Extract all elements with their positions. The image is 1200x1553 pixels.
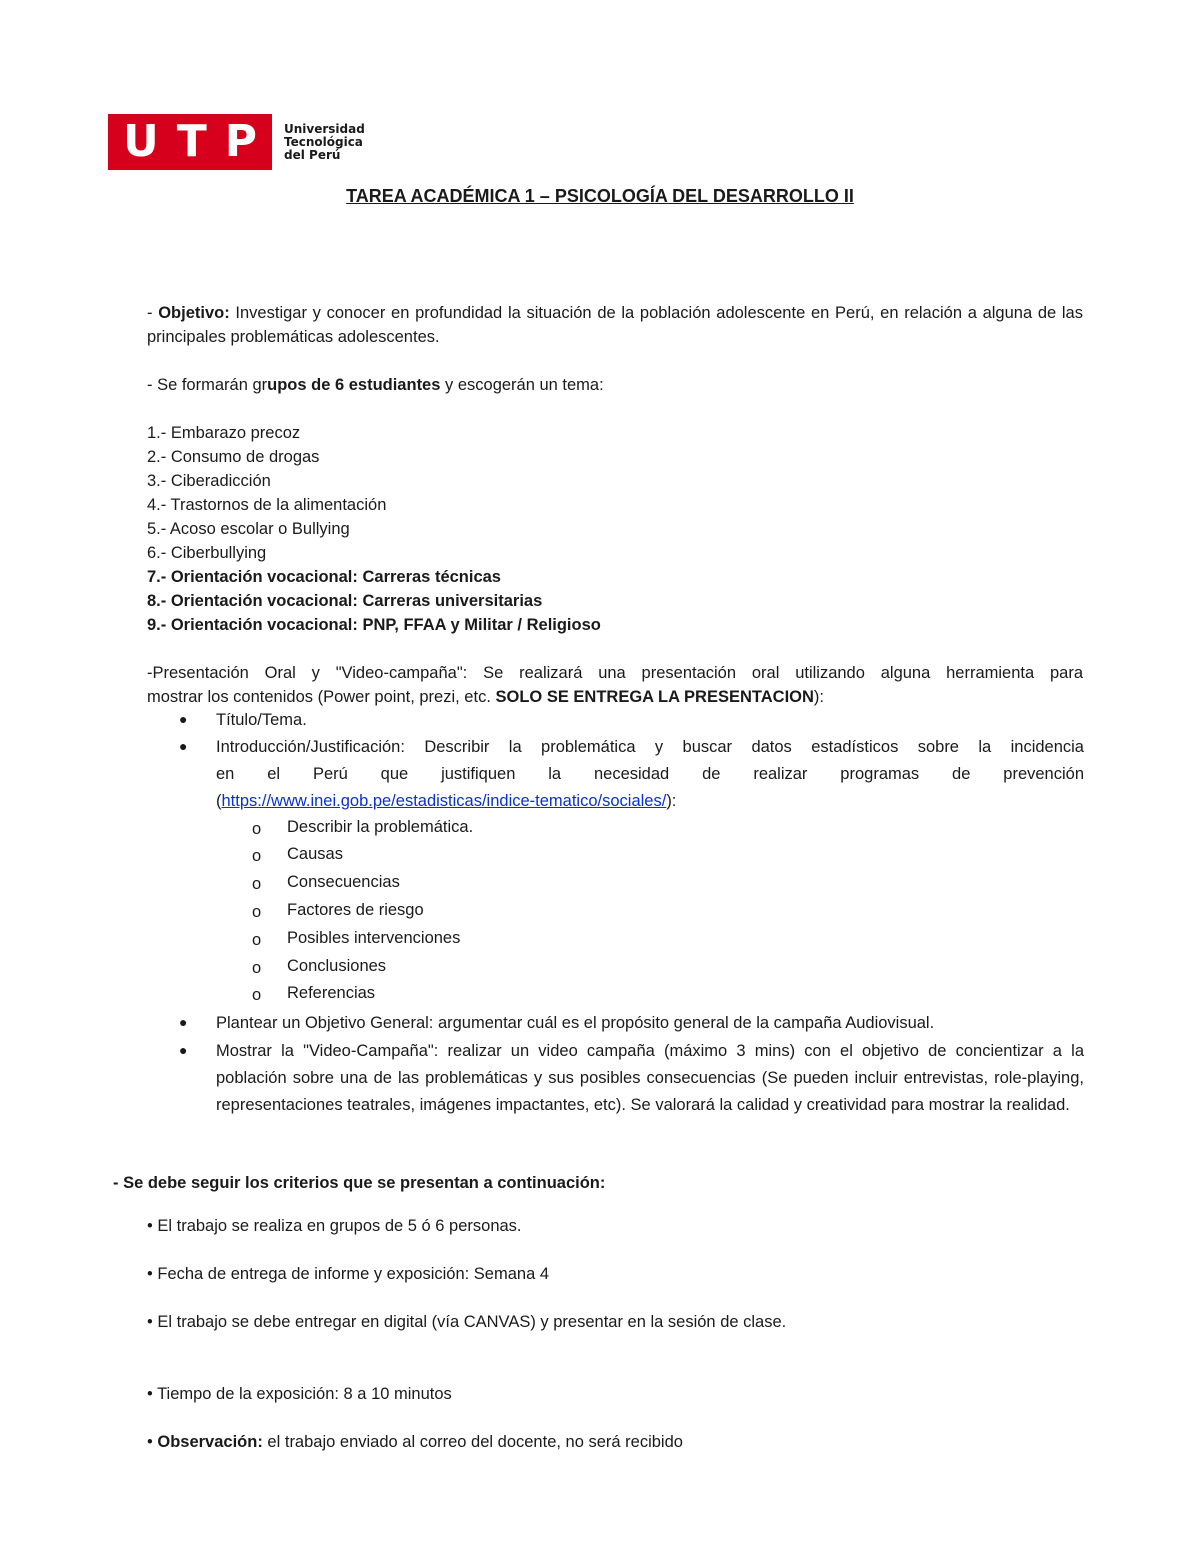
page-title: TAREA ACADÉMICA 1 – PSICOLOGÍA DEL DESARROLLO II	[346, 186, 854, 206]
sub-marker: o	[252, 986, 262, 1004]
logo-line-2: Tecnológica	[284, 134, 363, 149]
sub-item: Describir la problemática.	[287, 818, 474, 836]
bullet-title: Título/Tema.	[216, 711, 307, 729]
groups-bold: upos de 6 estudiantes	[267, 376, 441, 394]
bullet-objective: Plantear un Objetivo General: argumentar cuál es el propósito general de la campaña Audiovisual.	[216, 1014, 935, 1032]
bullet-intro-line-3	[216, 788, 1084, 815]
bullet-marker: ●	[179, 711, 188, 727]
groups-post: y escogerán un tema:	[440, 376, 604, 394]
list-item: 8.- Orientación vocacional: Carreras universitarias	[147, 592, 543, 610]
criteria-item: • El trabajo se realiza en grupos de 5 ó 6 personas.	[147, 1217, 522, 1235]
presentation-line-1: -Presentación Oral y "Video-campaña": Se realizará una presentación oral utilizando alguna herramienta para	[147, 664, 1083, 682]
obs-text: el trabajo enviado al correo del docente, no será recibido	[262, 1433, 683, 1451]
presentation-line-2	[147, 685, 1083, 709]
sub-item: Causas	[287, 845, 343, 863]
sub-item: Conclusiones	[287, 957, 387, 975]
bullet-intro-line-2: en el Perú que justifiquen la necesidad de realizar programas de prevención	[216, 765, 1084, 783]
criteria-heading: - Se debe seguir los criterios que se presentan a continuación:	[113, 1174, 606, 1192]
logo-letter-t: T	[176, 116, 207, 167]
logo-mark	[108, 114, 272, 170]
list-item: 3.- Ciberadicción	[147, 472, 271, 490]
sub-marker: o	[252, 931, 262, 949]
obs-label: Observación:	[157, 1433, 263, 1451]
logo-letter-u: U	[123, 116, 159, 167]
criteria-item: • El trabajo se debe entregar en digital (vía CANVAS) y presentar en la sesión de clase.	[147, 1313, 787, 1331]
bullet-marker: ●	[179, 1014, 188, 1030]
list-item: 4.- Trastornos de la alimentación	[147, 496, 387, 514]
bullet-marker: ●	[179, 1042, 188, 1058]
logo-line-3: del Perú	[284, 147, 341, 162]
objective-text: Investigar y conocer en profundidad la situación de la población adolescente en Perú, en relación a alguna de las principales problemáticas adolescentes.	[147, 304, 1083, 346]
utp-logo	[108, 114, 365, 170]
bullet-intro-line-1: Introducción/Justificación: Describir la problemática y buscar datos estadísticos sobre la incidencia	[216, 738, 1084, 756]
groups-pre: - Se formarán gr	[147, 376, 268, 394]
logo-wordmark	[284, 123, 365, 162]
logo-line-1: Universidad	[284, 121, 365, 136]
bullet-video: Mostrar la "Video-Campaña": realizar un video campaña (máximo 3 mins) con el objetivo de concientizar a la población sobre una de las problemáticas y sus posibles consecuencias (Se pueden incluir entrevistas, role-playing, representaciones teatrales, imágenes impactantes, etc). Se valorará la calidad y creatividad para mostrar la realidad.	[216, 1042, 1084, 1114]
sub-marker: o	[252, 847, 262, 865]
presentation-line-2-pre: mostrar los contenidos (Power point, prezi, etc.	[147, 688, 496, 706]
sub-marker: o	[252, 875, 262, 893]
paren-close: ):	[666, 792, 677, 810]
sub-marker: o	[252, 820, 262, 838]
logo-letter-p: P	[224, 116, 257, 167]
sub-item: Posibles intervenciones	[287, 929, 461, 947]
groups-paragraph	[147, 373, 1083, 397]
presentation-bold: SOLO SE ENTREGA LA PRESENTACION	[495, 688, 814, 706]
sub-item: Factores de riesgo	[287, 901, 424, 919]
topics-list	[147, 421, 601, 637]
list-item: 1.- Embarazo precoz	[147, 424, 301, 442]
list-item: 2.- Consumo de drogas	[147, 448, 320, 466]
criteria-item: • Fecha de entrega de informe y exposición: Semana 4	[147, 1265, 550, 1283]
sub-item: Consecuencias	[287, 873, 400, 891]
bullet-marker: ●	[179, 738, 188, 754]
objective-paragraph	[147, 301, 1083, 349]
objective-label: Objetivo:	[158, 304, 230, 322]
criteria-item: • Tiempo de la exposición: 8 a 10 minutos	[147, 1385, 452, 1403]
sub-marker: o	[252, 959, 262, 977]
sub-marker: o	[252, 903, 262, 921]
list-item: 7.- Orientación vocacional: Carreras técnicas	[147, 568, 501, 586]
presentation-line-2-post: ):	[813, 688, 824, 706]
criteria-observation	[147, 1430, 1083, 1454]
objective-prefix: -	[147, 304, 159, 322]
list-item: 6.- Ciberbullying	[147, 544, 267, 562]
sub-item: Referencias	[287, 984, 376, 1002]
list-item: 9.- Orientación vocacional: PNP, FFAA y Militar / Religioso	[147, 616, 601, 634]
paren-open: (	[216, 792, 222, 810]
obs-marker: •	[147, 1433, 158, 1451]
list-item: 5.- Acoso escolar o Bullying	[147, 520, 350, 538]
inei-link[interactable]: https://www.inei.gob.pe/estadisticas/indice-tematico/sociales/	[221, 792, 667, 810]
